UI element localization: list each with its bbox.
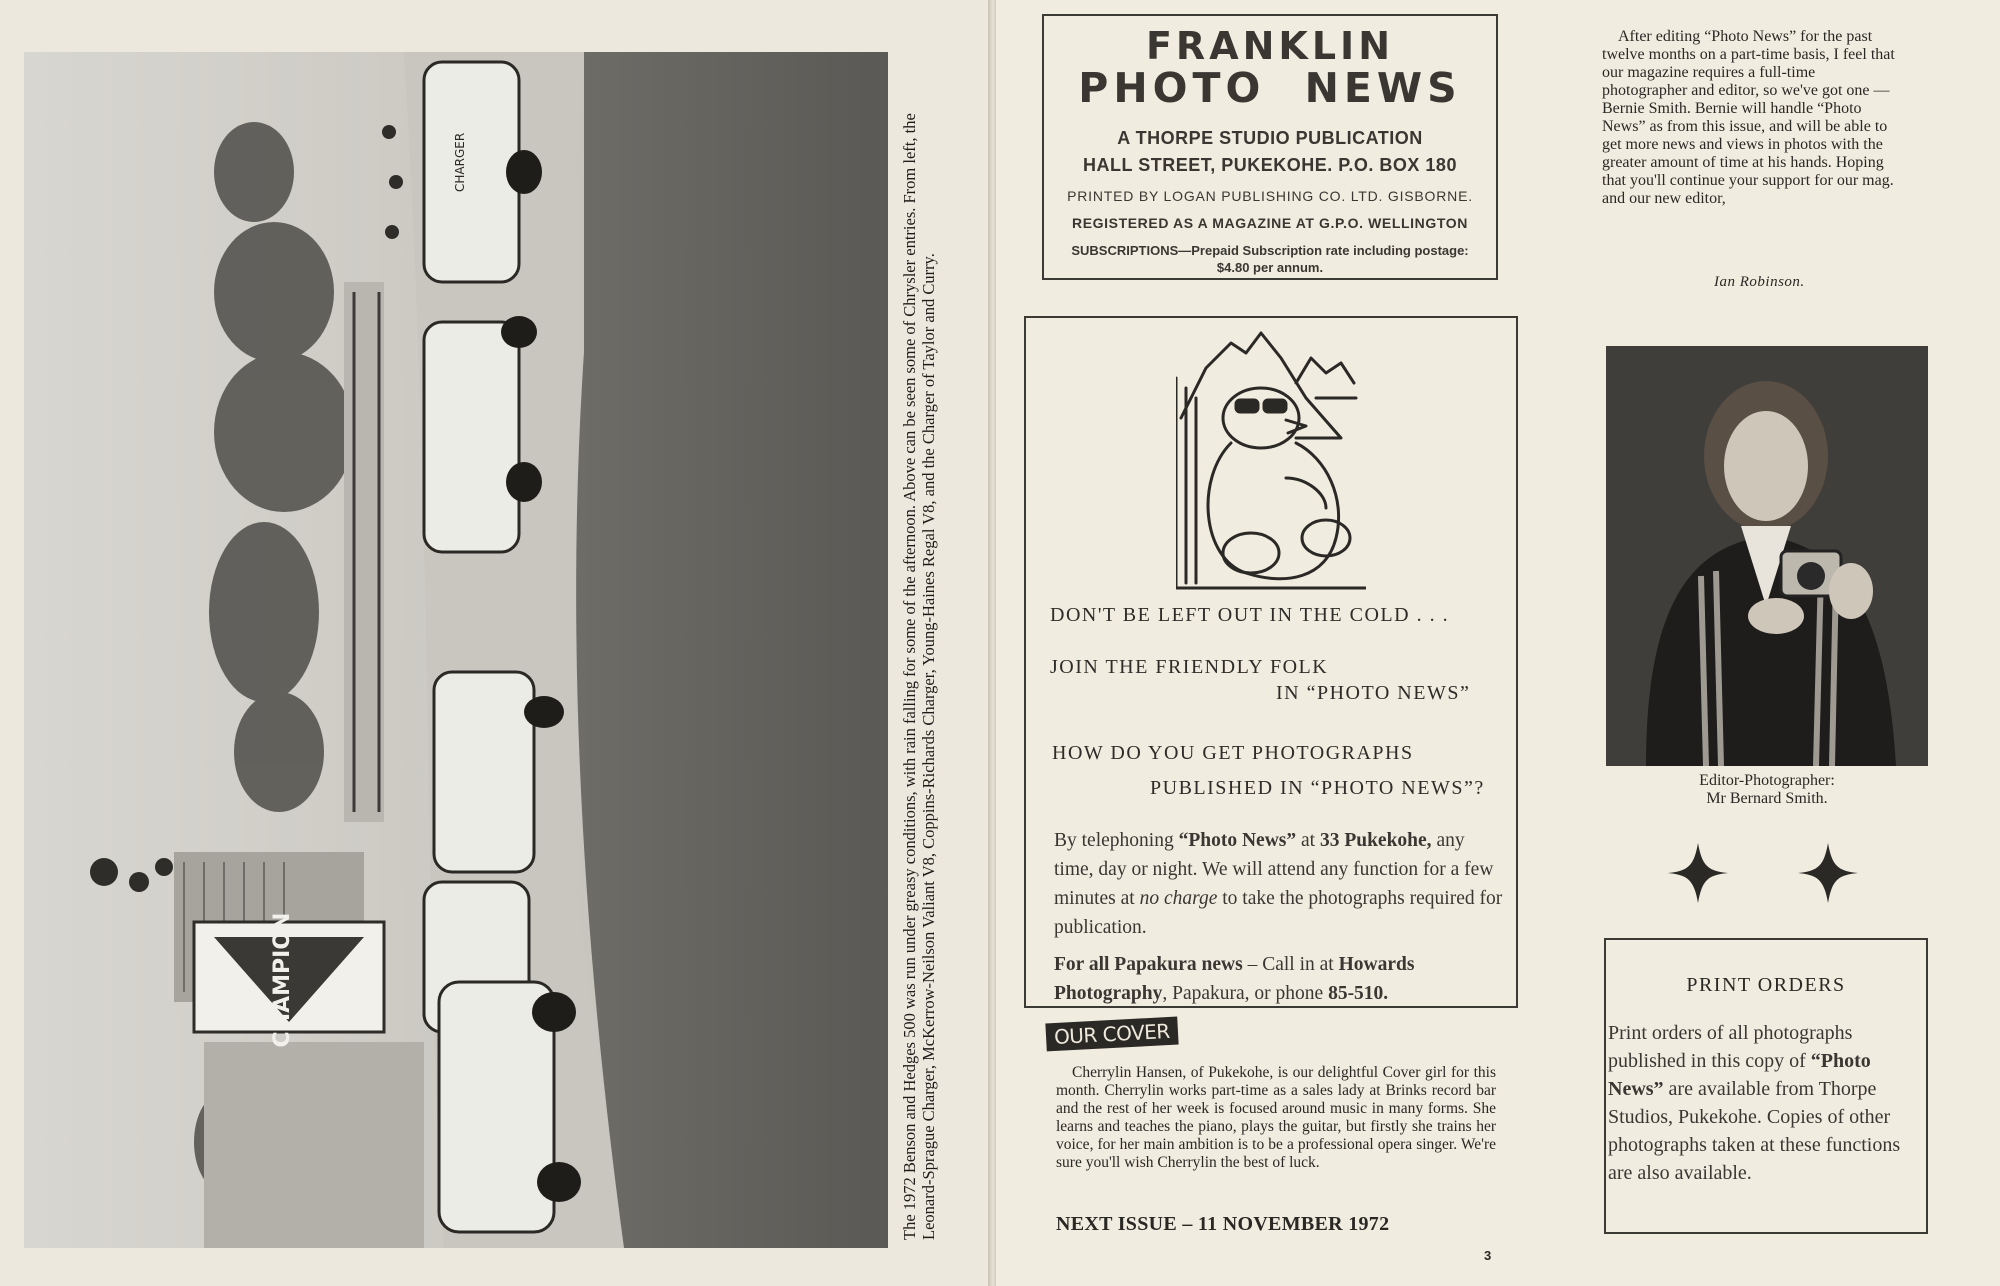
- portrait-caption-line2: Mr Bernard Smith.: [1706, 790, 1828, 807]
- editor-note: After editing “Photo News” for the past twelve months on a part-time basis, I feel that our magazine requires a full-time photographer and editor, so we've got one — Bernie Smith. Bernie will handle “Photo News” as from this issue, and will be able to get more news and views in photos with the greater amount of time at his hands. Hoping that you'll continue your support for our mag. and our new editor,: [1602, 28, 1895, 207]
- join-headline-friendly: JOIN THE FRIENDLY FOLK: [1050, 656, 1329, 678]
- sign-text: CHAMPION: [270, 912, 295, 1048]
- join-headline-photo-news: IN “PHOTO NEWS”: [1276, 682, 1471, 704]
- join-paragraph-telephone: By telephoning “Photo News” at 33 Pukekohe, any time, day or night. We will attend any function for a few minutes at no charge to take the photographs required for publication.: [1054, 830, 1503, 938]
- join-box: [1024, 316, 1518, 1008]
- masthead-registration: REGISTERED AS A MAGAZINE AT G.P.O. WELLINGTON: [1072, 215, 1468, 231]
- star-icon: [1798, 843, 1858, 903]
- bear-illustration: [1176, 328, 1366, 598]
- masthead-address: HALL STREET, PUKEKOHE. P.O. BOX 180: [1083, 155, 1457, 175]
- star-icon: [1668, 843, 1728, 903]
- photo-caption: [900, 60, 960, 1240]
- next-issue: NEXT ISSUE – 11 NOVEMBER 1972: [1056, 1213, 1390, 1235]
- masthead-title-line2: PHOTO NEWS: [1078, 64, 1462, 112]
- editor-portrait: [1606, 346, 1928, 766]
- masthead-printer: PRINTED BY LOGAN PUBLISHING CO. LTD. GISBORNE.: [1067, 188, 1473, 204]
- photo-caption-text: The 1972 Benson and Hedges 500 was run under greasy conditions, with rain falling for some of the afternoon. Above can be seen some of Chrysler entries. From left, the Leonard-Sprague Charger, McKerrow-Neilson Valiant V8, Coppins-Richards Charger, Young-Haines Regal V8, and the Charger of Taylor and Curry.: [900, 113, 938, 1240]
- subscriptions-text: —Prepaid Subscription rate including postage: $4.80 per annum.: [1178, 243, 1469, 275]
- portrait-caption: [1606, 772, 1928, 808]
- masthead-title-line1: FRANKLIN: [1145, 24, 1395, 68]
- portrait-caption-line1: Editor-Photographer:: [1699, 772, 1835, 789]
- masthead-box: [1042, 14, 1498, 280]
- car-text: CHARGER: [453, 132, 467, 192]
- print-orders-heading: PRINT ORDERS: [1686, 974, 1846, 996]
- subscriptions-label: SUBSCRIPTIONS: [1071, 243, 1179, 258]
- masthead-publisher: A THORPE STUDIO PUBLICATION: [1117, 128, 1423, 148]
- our-cover-tag: OUR COVER: [1045, 1017, 1178, 1052]
- right-page: [996, 0, 2000, 1286]
- decorative-stars: [1646, 838, 1896, 908]
- join-paragraph-papakura: For all Papakura news – Call in at Howards Photography, Papakura, or phone 85-510.: [1054, 954, 1415, 1004]
- print-orders-body: Print orders of all photographs published in this copy of “Photo News” are available from Thorpe Studios, Pukekohe. Copies of other photographs taken at these functions are also available.: [1608, 1022, 1901, 1184]
- editor-signoff: Ian Robinson.: [1714, 274, 1805, 290]
- page-number: 3: [1484, 1248, 1492, 1263]
- cover-text: Cherrylin Hansen, of Pukekohe, is our delightful Cover girl for this month. Cherrylin works part-time as a sales lady at Brinks record bar and the rest of her week is focused around music in many forms. She learns and teaches the piano, plays the guitar, but firstly she trains her voice, for her main ambition is to be a professional opera singer. We're sure you'll wish Cherrylin the best of luck.: [1056, 1064, 1496, 1171]
- join-headline-how: HOW DO YOU GET PHOTOGRAPHS: [1052, 742, 1414, 764]
- race-photo: [24, 52, 888, 1248]
- masthead-subscriptions: [1044, 242, 1496, 276]
- left-page: [0, 0, 990, 1286]
- join-headline-published: PUBLISHED IN “PHOTO NEWS”?: [1150, 777, 1485, 799]
- print-orders-box: [1604, 938, 1928, 1234]
- join-headline-cold: DON'T BE LEFT OUT IN THE COLD . . .: [1050, 604, 1450, 626]
